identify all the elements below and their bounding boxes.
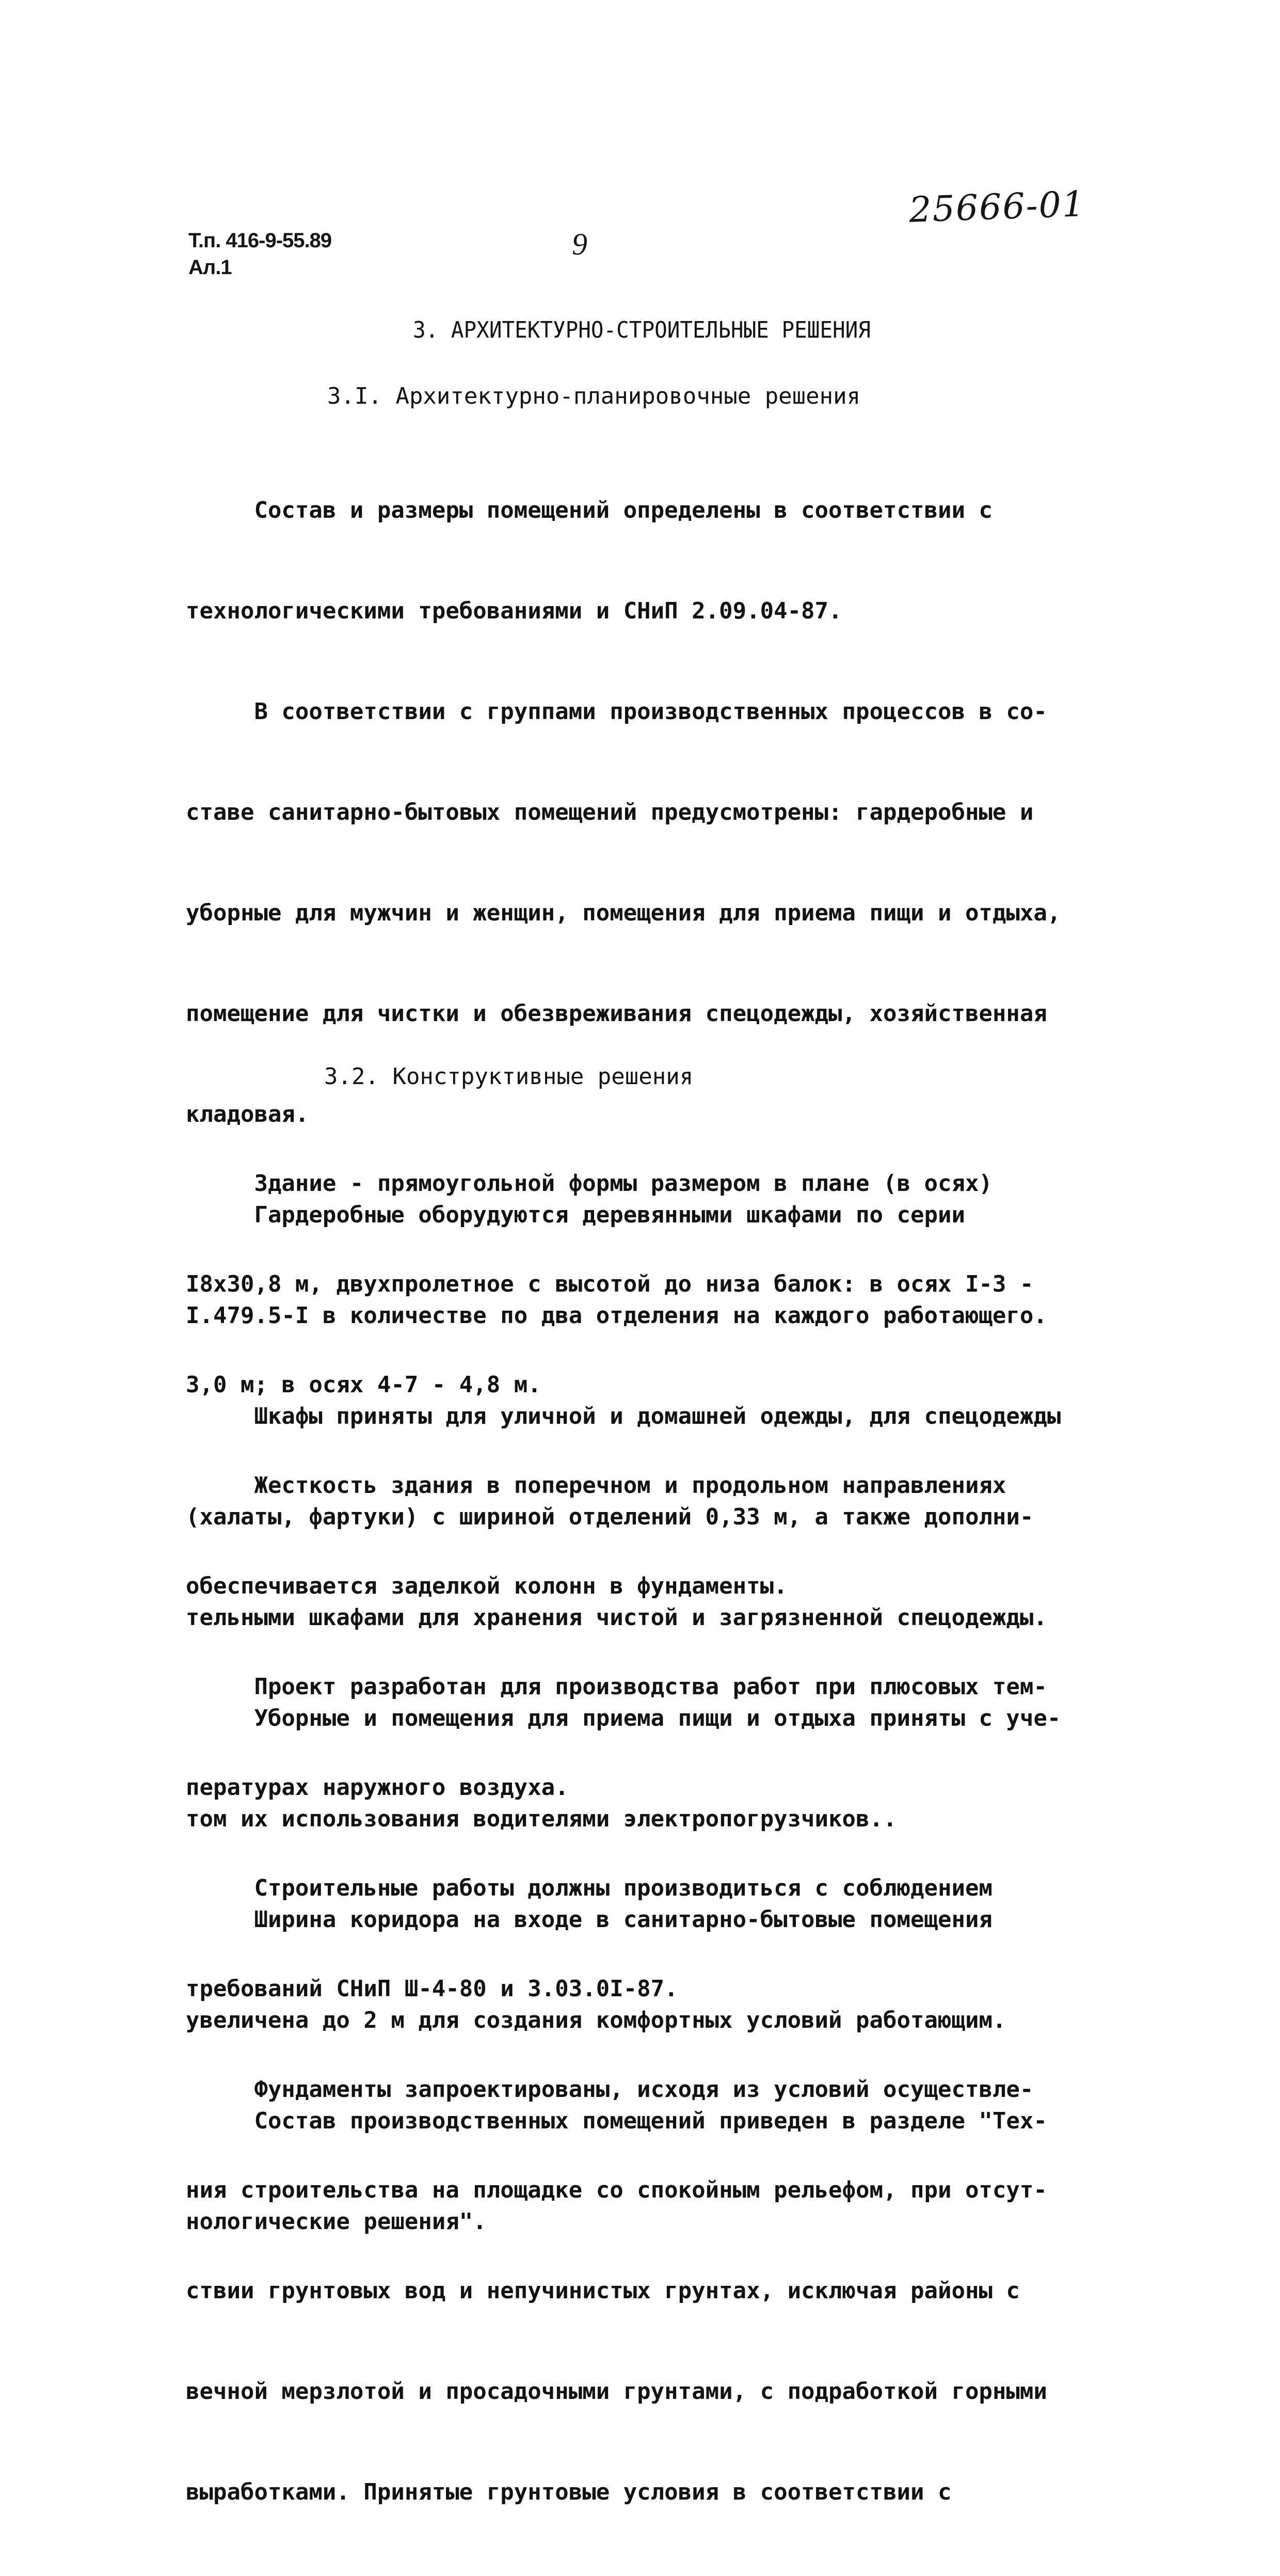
text-line: пературах наружного воздуха.: [186, 1774, 569, 1801]
text-line: ния строительства на площадке со спокойным рельефом, при отсут-: [186, 2177, 1047, 2203]
text-line: увеличена до 2 м для создания комфортных условий работающим.: [186, 2007, 1006, 2033]
document-code: [188, 227, 331, 281]
page-number: 9: [572, 227, 587, 261]
text-line: Гардеробные оборудуются деревянными шкафами по серии: [186, 1202, 965, 1228]
text-line: ствии грунтовых вод и непучинистых грунтах, исключая районы с: [186, 2278, 1020, 2304]
text-line: Шкафы приняты для уличной и домашней одежды, для спецодежды: [186, 1403, 1061, 1429]
text-line: I.479.5-I в количестве по два отделения на каждого работающего.: [186, 1302, 1047, 1329]
text-line: уборные для мужчин и женщин, помещения для приема пищи и отдыха,: [186, 900, 1061, 926]
subsection-title-structural: 3.2. Конструктивные решения: [324, 1063, 694, 1090]
text-line: Жесткость здания в поперечном и продольном направлениях: [186, 1472, 1006, 1499]
text-line: требований СНиП Ш-4-80 и 3.03.0I-87.: [186, 1976, 678, 2002]
document-code-line-1: Т.п. 416-9-55.89: [188, 229, 332, 252]
text-line: нологические решения".: [186, 2208, 487, 2235]
text-line: том их использования водителями электропогрузчиков..: [186, 1806, 897, 1832]
text-line: Уборные и помещения для приема пищи и отдыха приняты с уче-: [186, 1705, 1061, 1731]
text-line: I8х30,8 м, двухпролетное с высотой до низа балок: в осях I-3 -: [186, 1271, 1034, 1297]
text-line: Здание - прямоугольной формы размером в плане (в осях): [186, 1170, 993, 1197]
text-line: Проект разработан для производства работ при плюсовых тем-: [186, 1674, 1047, 1700]
text-line: Состав и размеры помещений определены в соответствии с: [186, 497, 993, 523]
document-code-line-2: Ал.1: [188, 256, 232, 279]
text-line: Состав производственных помещений приведен в разделе "Тех-: [186, 2108, 1047, 2134]
text-line: В соответствии с группами производственных процессов в со-: [186, 698, 1047, 725]
text-line: (халаты, фартуки) с шириной отделений 0,33 м, а также дополни-: [186, 1504, 1034, 1530]
section-title: 3. АРХИТЕКТУРНО-СТРОИТЕЛЬНЫЕ РЕШЕНИЯ: [413, 317, 871, 343]
structural-text-block: [186, 1100, 1047, 2576]
handwritten-inventory-number: 25666-01: [908, 184, 1086, 231]
text-line: помещение для чистки и обезвреживания спецодежды, хозяйственная: [186, 1000, 1047, 1027]
text-line: Фундаменты запроектированы, исходя из условий осуществле-: [186, 2076, 1034, 2103]
text-line: тельными шкафами для хранения чистой и загрязненной спецодежды.: [186, 1604, 1047, 1631]
subsection-title-planning: 3.I. Архитектурно-планировочные решения: [327, 383, 861, 409]
text-line: технологическими требованиями и СНиП 2.09.04-87.: [186, 598, 842, 624]
text-line: ставе санитарно-бытовых помещений предусмотрены: гардеробные и: [186, 799, 1034, 825]
text-line: 3,0 м; в осях 4-7 - 4,8 м.: [186, 1372, 541, 1398]
text-line: Ширина коридора на входе в санитарно-бытовые помещения: [186, 1906, 993, 1933]
text-line: Строительные работы должны производиться с соблюдением: [186, 1875, 993, 1901]
text-line: вечной мерзлотой и просадочными грунтами, с подработкой горными: [186, 2378, 1047, 2405]
text-line: выработками. Принятые грунтовые условия в соответствии с: [186, 2479, 952, 2505]
text-line: обеспечивается заделкой колонн в фундаменты.: [186, 1573, 788, 1599]
text-line: кладовая.: [186, 1101, 309, 1127]
